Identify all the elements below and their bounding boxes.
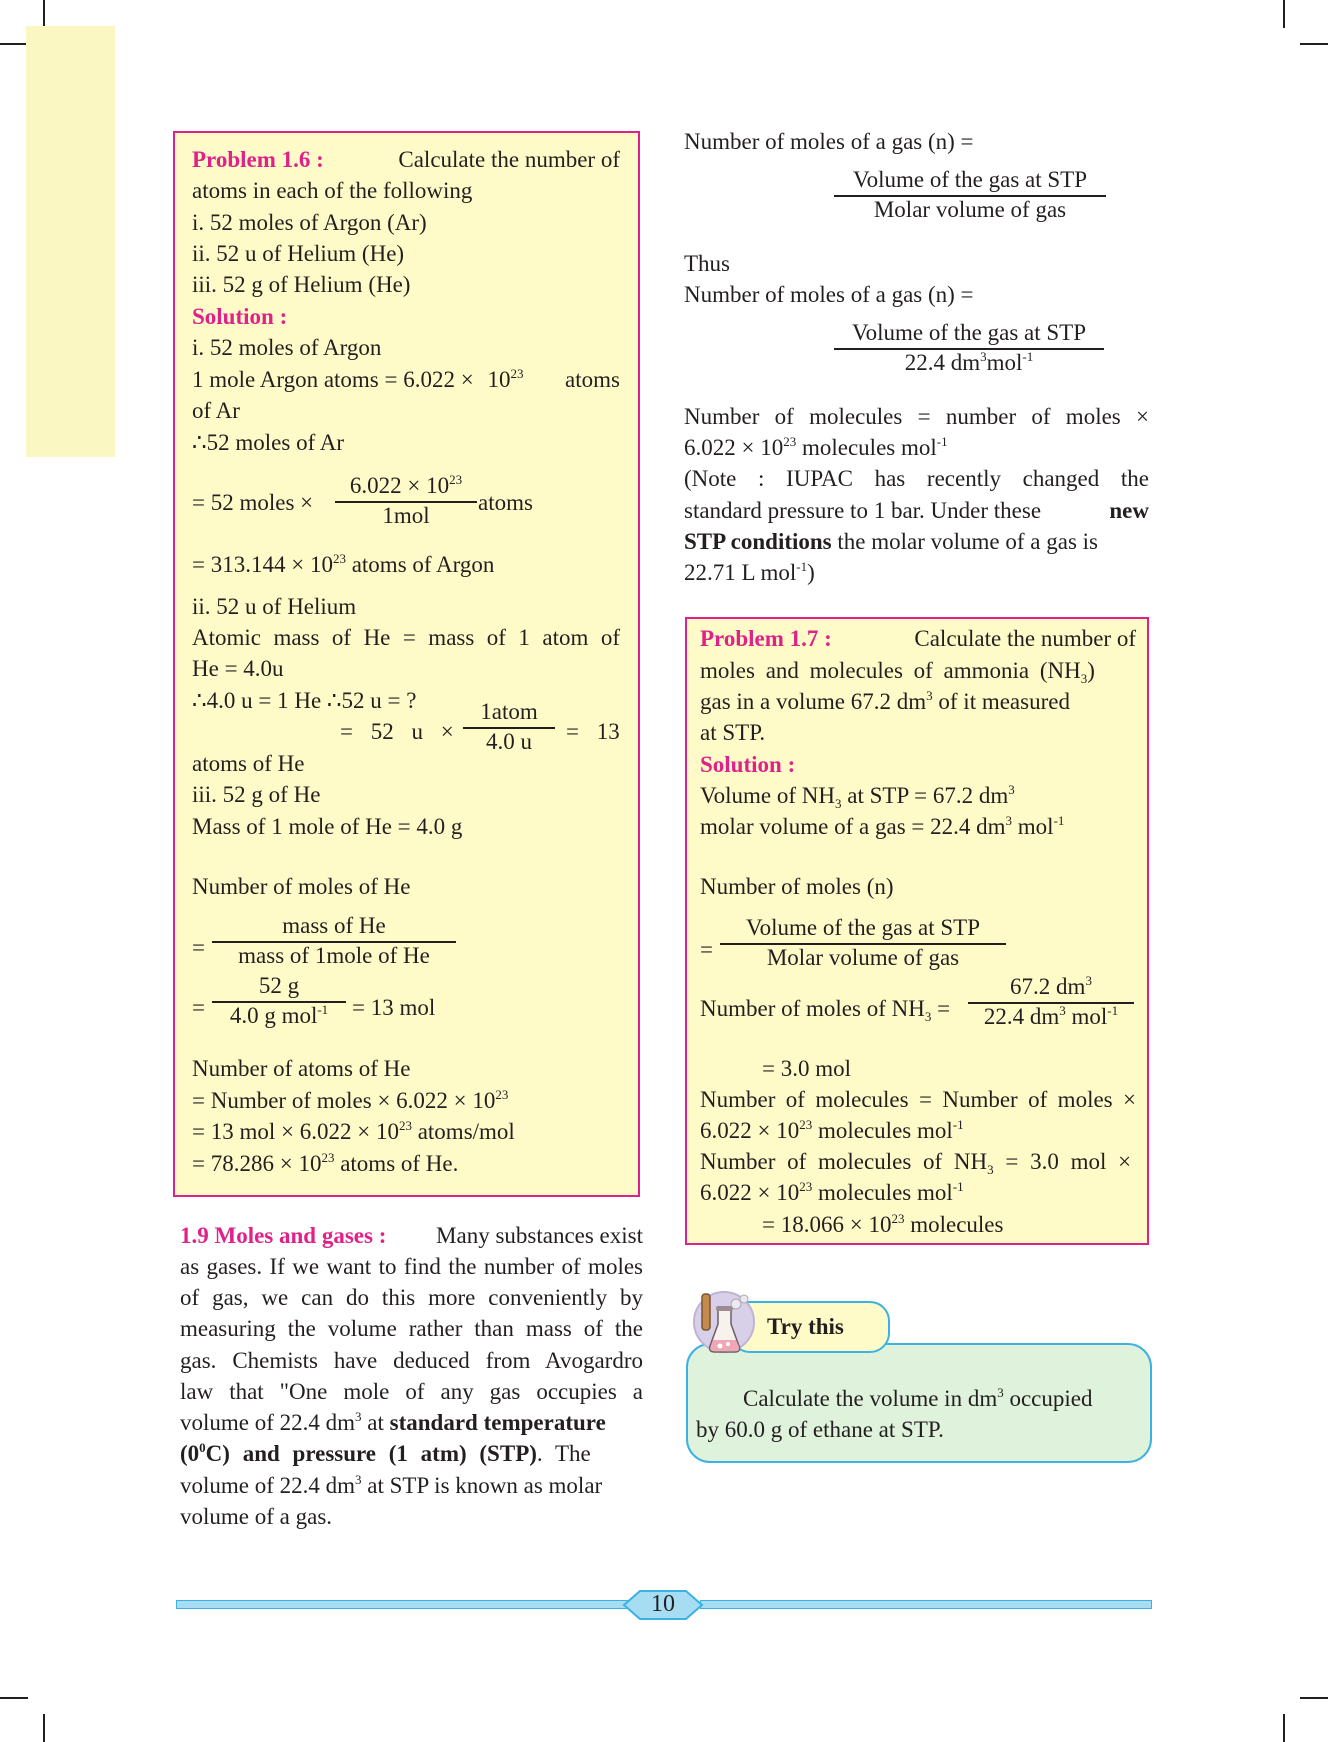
crop-mark: [1300, 1697, 1328, 1699]
margin-tab: [26, 26, 115, 457]
solution-step: iii. 52 g of He: [192, 782, 321, 807]
equation-left: Number of moles of $NH_3$ =: [700, 996, 951, 1024]
section-line: as gases. If we want to find the number of moles: [180, 1254, 643, 1279]
text-line: Number of molecules = number of moles ×: [684, 404, 1149, 429]
problem-item: i. 52 moles of Argon (Ar): [192, 210, 427, 235]
crop-mark: [43, 0, 45, 28]
problem-text: gas in a volume 67.2 $dm^3$ of it measured: [700, 688, 1070, 714]
solution-step: i. 52 moles of Argon: [192, 335, 382, 360]
try-this-title: Try this: [767, 1314, 844, 1339]
problem-item: iii. 52 g of Helium (He): [192, 272, 411, 297]
solution-step: ∴52 moles of Ar: [192, 430, 344, 455]
solution-step: = $18.066 \times 10^{23}$ molecules: [762, 1211, 1004, 1237]
fraction: 67.2 $dm^3$ 22.4 $dm^3$ mol$^{-1}$: [968, 971, 1134, 1030]
solution-step: = Number of moles × $6.022 \times 10^{23}$: [192, 1087, 509, 1113]
section-line: of gas, we can do this more conveniently by: [180, 1285, 643, 1310]
equation-left: =: [192, 995, 205, 1020]
crop-mark: [1283, 0, 1285, 28]
problem-item: ii. 52 u of Helium (He): [192, 241, 405, 266]
equation-right: = 13: [566, 719, 620, 744]
solution-step: He = 4.0u: [192, 656, 284, 681]
problem-label: Problem 1.7 :: [700, 626, 832, 651]
solution-step: = 3.0 mol: [762, 1056, 852, 1081]
page-number: 10: [651, 1591, 675, 1617]
equation-left: =: [192, 935, 205, 960]
solution-step: $6.022 \times 10^{23}$ molecules mol$^{-1}$: [700, 1179, 964, 1205]
fraction: Volume of the gas at STP Molar volume of gas: [720, 912, 1006, 971]
solution-step: $6.022 \times 10^{23}$ molecules mol$^{-1}$: [700, 1117, 964, 1143]
crop-mark: [0, 43, 28, 45]
crop-mark: [1300, 43, 1328, 45]
solution-result: = $313.144 \times 10^{23}$ atoms of Argon: [192, 551, 495, 577]
solution-step: = $78.286 \times 10^{23}$ atoms of He.: [192, 1150, 459, 1176]
try-this-text: Calculate the volume in $dm^3$ occupied: [743, 1385, 1093, 1411]
problem-text: moles and molecules of ammonia $(NH_3)$: [700, 658, 1095, 686]
problem-text: Calculate the number of: [398, 147, 620, 172]
solution-step: Volume of $NH_3$ at STP = 67.2 $dm^3$: [700, 782, 1015, 811]
solution-step: Number of molecules of $NH_3 = 3.0$ mol ×: [700, 1149, 1132, 1177]
footer-bar-left: [176, 1600, 628, 1609]
flask-illustration-icon: [688, 1290, 756, 1362]
fraction: Volume of the gas at STP 22.4 $dm^3mol^{-1}$: [834, 317, 1104, 376]
section-heading: 1.9 Moles and gases :: [180, 1223, 387, 1248]
solution-step: = 13 mol × $6.022 \times 10^{23}$ atoms/mol: [192, 1118, 515, 1144]
solution-step: 1 mole Argon atoms = $6.022 \times 10^{23}$ atoms: [192, 366, 620, 392]
text-line: Number of moles of a gas (n) =: [684, 129, 974, 154]
solution-step: molar volume of a gas = 22.4 $dm^3$ mol$^{-1}$: [700, 813, 1065, 839]
text-line: STP conditions the molar volume of a gas is: [684, 529, 1098, 554]
section-line: law that "One mole of any gas occupies a: [180, 1379, 643, 1404]
section-line: volume of 22.4 $dm^3$ at STP is known as molar: [180, 1472, 603, 1498]
section-line: volume of 22.4 $dm^3$ at standard temperature: [180, 1409, 606, 1435]
fraction: $6.022 \times 10^{23}$ 1mol: [335, 470, 477, 529]
solution-step: atoms of He: [192, 751, 305, 776]
section-line: 1.9 Moles and gases : Many substances exist: [180, 1223, 643, 1248]
solution-step: ∴4.0 u = 1 He ∴52 u = ?: [192, 688, 417, 713]
section-line: $(0^0C)$ and pressure (1 atm) (STP). The: [180, 1440, 591, 1466]
crop-mark: [0, 1697, 28, 1699]
fraction: mass of He mass of 1mole of He: [212, 910, 456, 969]
equation-left: = 52 moles ×: [192, 490, 314, 515]
fraction: 1atom 4.0 u: [463, 696, 555, 755]
solution-step: Number of molecules = Number of moles ×: [700, 1087, 1136, 1112]
equation-right: atoms: [478, 490, 533, 515]
crop-mark: [1283, 1714, 1285, 1742]
equation-right: = 13 mol: [352, 995, 436, 1020]
solution-step: Number of moles (n): [700, 874, 894, 899]
footer-bar-right: [700, 1600, 1152, 1609]
problem-1-6-header: [192, 144, 620, 175]
equation-left: =: [700, 937, 713, 962]
solution-step: Number of moles of He: [192, 874, 411, 899]
solution-step: ii. 52 u of Helium: [192, 594, 357, 619]
section-line: volume of a gas.: [180, 1504, 333, 1529]
problem-text-2: atoms in each of the following: [192, 178, 473, 203]
problem-text: at STP.: [700, 720, 766, 745]
equation-left: = 52 u ×: [340, 719, 454, 744]
text-line: (Note : IUPAC has recently changed the: [684, 466, 1149, 491]
solution-label: Solution :: [700, 752, 796, 777]
section-line: measuring the volume rather than mass of the: [180, 1316, 643, 1341]
section-line: gas. Chemists have deduced from Avogardro: [180, 1348, 643, 1373]
text-line: 22.71 L mol$^{-1}$): [684, 559, 815, 585]
fraction: 52 g 4.0 g mol$^{-1}$: [212, 970, 346, 1029]
solution-label: Solution :: [192, 304, 288, 329]
crop-mark: [43, 1714, 45, 1742]
try-this-text: by 60.0 g of ethane at STP.: [696, 1417, 944, 1442]
text-line: $6.022 \times 10^{23}$ molecules mol$^{-1}$: [684, 434, 948, 460]
solution-step: Mass of 1 mole of He = 4.0 g: [192, 814, 463, 839]
text-line: standard pressure to 1 bar. Under these new: [684, 498, 1149, 523]
solution-step: Atomic mass of He = mass of 1 atom of: [192, 625, 620, 650]
problem-label: Problem 1.6 :: [192, 147, 324, 172]
text-line: Thus: [684, 251, 730, 276]
problem-1-7-header: Problem 1.7 : Calculate the number of: [700, 626, 1136, 651]
solution-step: of Ar: [192, 398, 240, 423]
solution-step: Number of atoms of He: [192, 1056, 411, 1081]
text-line: Number of moles of a gas (n) =: [684, 282, 974, 307]
fraction: Volume of the gas at STP Molar volume of gas: [834, 164, 1106, 223]
